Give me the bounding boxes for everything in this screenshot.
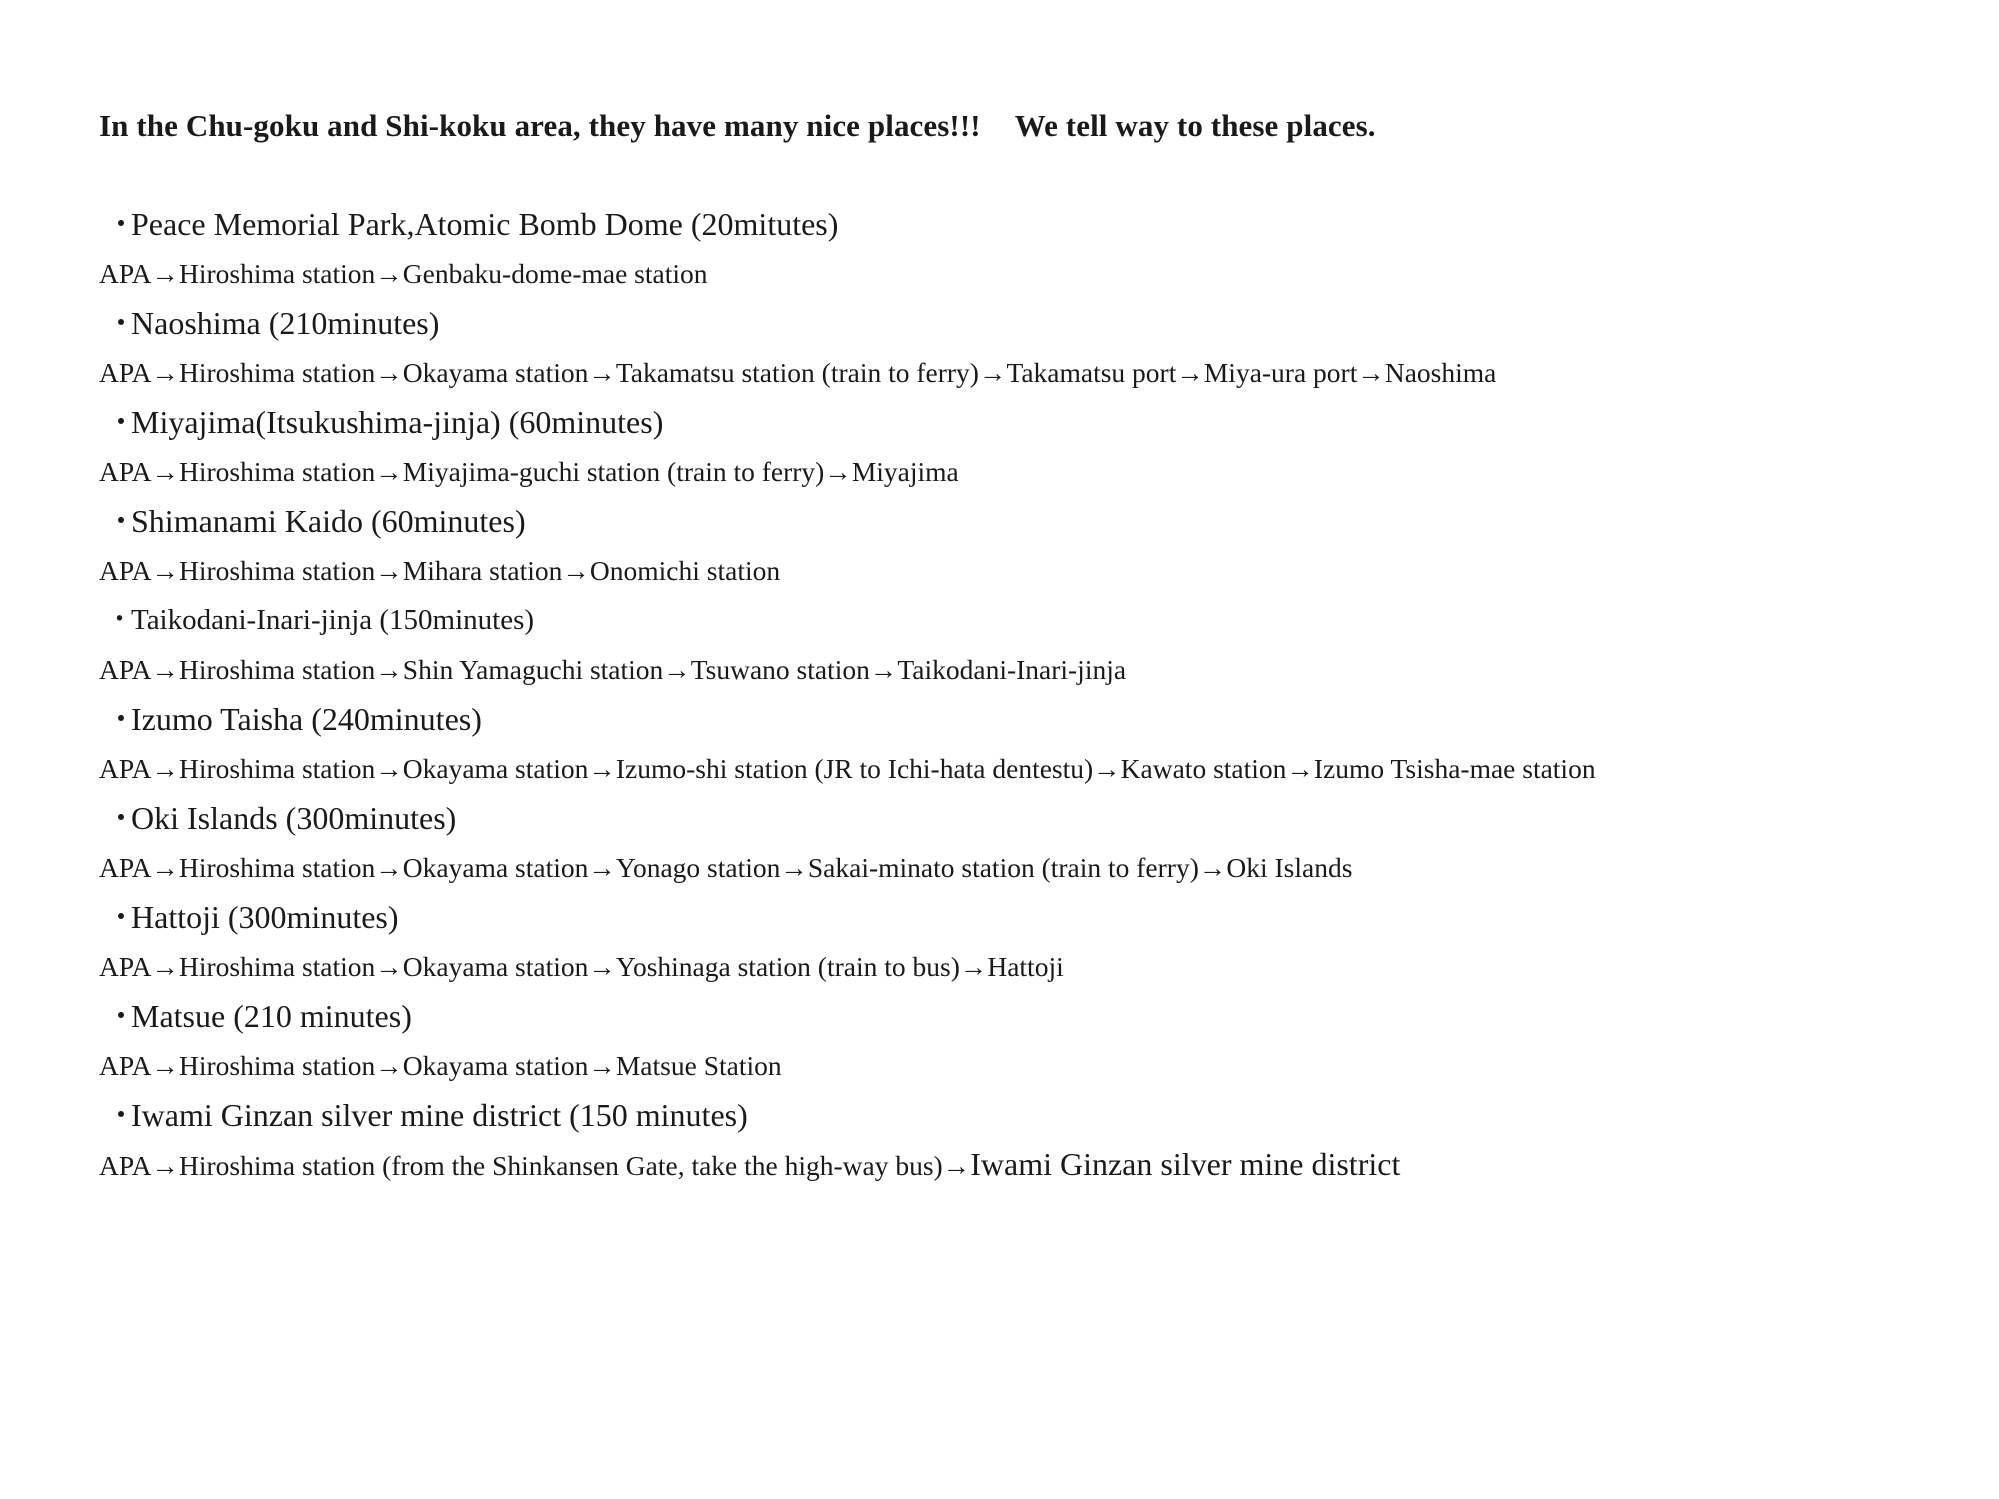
bullet-marker: ・ <box>105 998 138 1034</box>
place-title <box>99 199 1979 249</box>
intro-heading <box>99 104 1376 148</box>
place-name: Oki Islands (300minutes) <box>131 800 457 836</box>
place-name: Hattoji (300minutes) <box>131 899 399 935</box>
place-entry <box>99 991 1979 1090</box>
route-line <box>99 1140 1979 1189</box>
place-entry <box>99 397 1979 496</box>
place-name: Taikodani-Inari-jinja (150minutes) <box>131 604 535 636</box>
place-entry <box>99 595 1979 694</box>
place-title <box>99 496 1979 546</box>
place-entry <box>99 694 1979 793</box>
place-name: Matsue (210 minutes) <box>131 998 412 1034</box>
places-list <box>99 199 1979 1189</box>
place-name: Iwami Ginzan silver mine district (150 minutes) <box>131 1097 748 1133</box>
bullet-marker: ・ <box>105 404 138 440</box>
place-title <box>99 694 1979 744</box>
route-text: APA→Hiroshima station (from the Shinkansen Gate, take the high-way bus)→ <box>99 1150 971 1181</box>
place-entry <box>99 793 1979 892</box>
bullet-marker: ・ <box>105 1097 138 1133</box>
bullet-marker: ・ <box>105 701 138 737</box>
route-line: APA→Hiroshima station→Okayama station→Izumo-shi station (JR to Ichi-hata dentestu)→Kawato station→Izumo Tsisha-mae station <box>99 753 1596 784</box>
bullet-marker: ・ <box>105 604 135 636</box>
route-line: APA→Hiroshima station→Genbaku-dome-mae station <box>99 258 708 289</box>
intro-sentence-2: We tell way to these places. <box>1014 108 1376 143</box>
place-name: Naoshima (210minutes) <box>131 305 440 341</box>
place-name: Peace Memorial Park,Atomic Bomb Dome (20mitutes) <box>131 206 839 242</box>
place-title <box>99 397 1979 447</box>
place-title <box>99 595 1979 645</box>
place-entry <box>99 298 1979 397</box>
bullet-marker: ・ <box>105 800 138 836</box>
place-name: Shimanami Kaido (60minutes) <box>131 503 526 539</box>
place-title <box>99 892 1979 942</box>
place-title <box>99 298 1979 348</box>
route-line: APA→Hiroshima station→Shin Yamaguchi station→Tsuwano station→Taikodani-Inari-jinja <box>99 654 1127 685</box>
bullet-marker: ・ <box>105 899 138 935</box>
intro-sentence-1: In the Chu-goku and Shi-koku area, they have many nice places!!! <box>99 108 981 143</box>
place-name: Miyajima(Itsukushima-jinja) (60minutes) <box>131 404 664 440</box>
place-title <box>99 793 1979 843</box>
bullet-marker: ・ <box>105 305 138 341</box>
route-line: APA→Hiroshima station→Mihara station→Onomichi station <box>99 555 781 586</box>
place-name: Izumo Taisha (240minutes) <box>131 701 482 737</box>
route-line: APA→Hiroshima station→Okayama station→Yoshinaga station (train to bus)→Hattoji <box>99 951 1064 982</box>
place-entry <box>99 892 1979 991</box>
place-entry <box>99 1090 1979 1189</box>
bullet-marker: ・ <box>105 206 138 242</box>
route-destination: Iwami Ginzan silver mine district <box>970 1146 1401 1182</box>
route-line: APA→Hiroshima station→Miyajima-guchi station (train to ferry)→Miyajima <box>99 456 959 487</box>
route-line: APA→Hiroshima station→Okayama station→Yonago station→Sakai-minato station (train to ferry)→Oki Islands <box>99 852 1353 883</box>
place-entry <box>99 496 1979 595</box>
place-title <box>99 1090 1979 1140</box>
route-line: APA→Hiroshima station→Okayama station→Takamatsu station (train to ferry)→Takamatsu port→Miya-ura port→Naoshima <box>99 357 1497 388</box>
route-line: APA→Hiroshima station→Okayama station→Matsue Station <box>99 1050 782 1081</box>
bullet-marker: ・ <box>105 503 138 539</box>
place-entry <box>99 199 1979 298</box>
place-title <box>99 991 1979 1041</box>
